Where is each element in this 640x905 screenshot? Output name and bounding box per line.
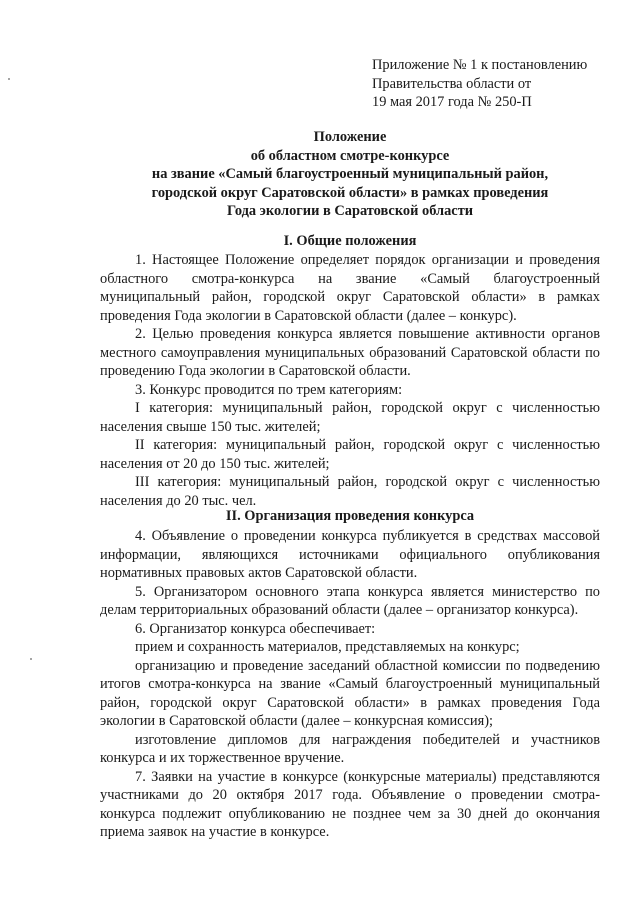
paragraph: 1. Настоящее Положение определяет порядок организации и проведения областного смотра-конкурса на звание «Самый благоустроенный муниципальный район, городской округ Саратовской области» в рамках проведения Года экологии в Саратовской области (далее – конкурс). [100, 252, 600, 324]
appendix-line: Приложение № 1 к постановлению [372, 57, 588, 73]
appendix-note [372, 56, 612, 112]
section-body-organization [100, 527, 600, 842]
paragraph: II категория: муниципальный район, городской округ с численностью населения от 20 до 150 тыс. жителей; [100, 437, 600, 472]
section-heading-organization: II. Организация проведения конкурса [225, 508, 475, 524]
appendix-line: 19 мая 2017 года № 250-П [372, 94, 532, 110]
title-line: Положение [313, 129, 387, 145]
paragraph: 3. Конкурс проводится по трем категориям: [135, 381, 403, 398]
section-body-general [100, 251, 600, 510]
paragraph: организацию и проведение заседаний областной комиссии по подведению итогов смотра-конкурса на звание «Самый благоустроенный муниципальный район, городской округ Саратовской области» в рамках проведения Года экологии в Саратовской области (далее – конкурсная комиссия); [100, 657, 600, 729]
appendix-line: Правительства области от [372, 75, 532, 92]
scan-speck [30, 658, 32, 660]
paragraph: III категория: муниципальный район, городской округ с численностью населения до 20 тыс. чел. [100, 474, 600, 509]
section-heading-general: I. Общие положения [283, 233, 417, 249]
paragraph: 5. Организатором основного этапа конкурса является министерство по делам территориальных образований области (далее – организатор конкурса). [100, 583, 600, 618]
paragraph: I категория: муниципальный район, городской округ с численностью населения свыше 150 тыс. жителей; [100, 400, 600, 435]
scan-speck [8, 78, 10, 80]
title-line: об областном смотре-конкурсе [250, 147, 450, 164]
title-line: городской округ Саратовской области» в рамках проведения [151, 184, 549, 201]
title-line: на звание «Самый благоустроенный муниципальный район, [151, 166, 549, 182]
paragraph: прием и сохранность материалов, представляемых на конкурс; [135, 639, 520, 655]
paragraph: 7. Заявки на участие в конкурсе (конкурсные материалы) представляются участниками до 20 октября 2017 года. Объявление о проведении смотра-конкурса подлежит опубликованию не позднее чем за 30 дней до окончания приема заявок на участие в конкурсе. [100, 768, 600, 840]
title-line: Года экологии в Саратовской области [226, 203, 474, 219]
document-title [100, 128, 600, 221]
paragraph: 2. Целью проведения конкурса является повышение активности органов местного самоуправления муниципальных образований Саратовской области по проведению Года экологии в Саратовской области. [100, 326, 600, 379]
paragraph: изготовление дипломов для награждения победителей и участников конкурса и их торжественное вручение. [100, 731, 600, 766]
paragraph: 6. Организатор конкурса обеспечивает: [135, 620, 376, 637]
paragraph: 4. Объявление о проведении конкурса публикуется в средствах массовой информации, являющихся источниками официального опубликования нормативных правовых актов Саратовской области. [100, 528, 600, 581]
